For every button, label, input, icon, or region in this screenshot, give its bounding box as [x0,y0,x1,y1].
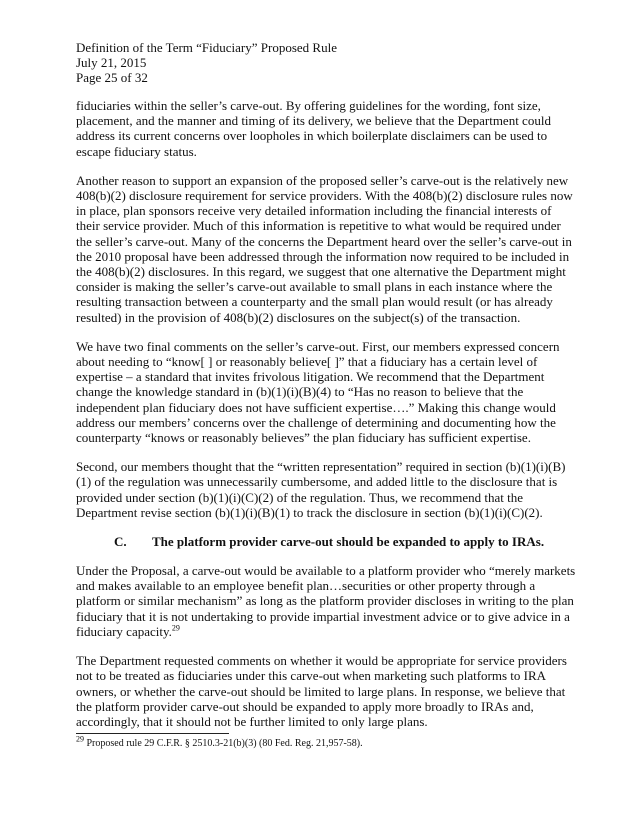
footnote [76,734,576,750]
section-heading [76,534,576,549]
paragraph-ira-comments: The Department requested comments on whether it would be appropriate for service providers not to be treated as fiduciaries under this carve-out when marketing such platforms to IRA owners, or whether the carve-out should be limited to large plans. In response, we believe that the platform provider carve-out should be expanded to apply more broadly to IRAs and, accordingly, that it should not be further limited to only large plans. [76,653,567,729]
footnote-text: Proposed rule 29 C.F.R. § 2510.3-21(b)(3) (80 Fed. Reg. 21,957-58). [84,738,363,749]
footnote-reference: 29 [171,623,180,633]
letter-header [76,40,576,85]
paragraph-platform-provider-text: Under the Proposal, a carve-out would be available to a platform provider who “merely markets and makes available to an employee benefit plan…securities or other property through a platform or similar mechanism” as long as the platform provider discloses in writing to the plan fiduciary that it is not undertaking to provide impartial investment advice or to give advice in a fiduciary capacity. [76,563,576,639]
paragraph-final-comments: We have two final comments on the seller’s carve-out. First, our members expressed concern about needing to “know[ ] or reasonably believe[ ]” that a fiduciary has a certain level of expertise – a standard that invites frivolous litigation. We recommend that the Department change the knowledge standard in (b)(1)(i)(B)(4) to “Has no reason to believe that the independent plan fiduciary does not have sufficient expertise….” Making this change would address our members’ concerns over the challenge of determining and documenting how the counterparty “knows or reasonably believes” the plan fiduciary has sufficient expertise. [76,338,560,446]
paragraph-platform-provider [76,563,576,639]
footnote-divider [76,733,229,734]
header-title: Definition of the Term “Fiduciary” Proposed Rule [76,40,337,55]
document-page [76,40,576,729]
header-date: July 21, 2015 [76,55,147,70]
paragraph-408b2-disclosure: Another reason to support an expansion of the proposed seller’s carve-out is the relatively new 408(b)(2) disclosure requirement for service providers. With the 408(b)(2) disclosure rules now in place, plan sponsors receive very detailed information including the financial interests of their service provider. Much of this information is repetitive to what would be required under the seller’s carve-out. Many of the concerns the Department heard over the seller’s carve-out in the 2010 proposal have been addressed through the information now required to be included in the 408(b)(2) disclosures. In this regard, we suggest that one alternative the Department might consider is making the seller’s carve-out available to small plans in each instance where the resulting transaction between a counterparty and the small plan would result (or has already resulted) in the provision of 408(b)(2) disclosures on the subject(s) of the transaction. [76,172,573,325]
paragraph-seller-carve-out-guidelines: fiduciaries within the seller’s carve-out. By offering guidelines for the wording, font size, placement, and the manner and timing of its delivery, we believe that the Department could address its current concerns over loopholes in which boilerplate disclaimers can be used to escape fiduciary status. [76,98,551,159]
footnote-number: 29 [76,734,84,744]
header-page-number: Page 25 of 32 [76,70,148,85]
section-letter: C. [114,534,127,550]
paragraph-written-representation: Second, our members thought that the “written representation” required in section (b)(1)(i)(B)(1) of the regulation was unnecessarily cumbersome, and added little to the disclosure that is provided under section (b)(1)(i)(C)(2) of the regulation. Thus, we recommend that the Department revise section (b)(1)(i)(B)(1) to track the disclosure in section (b)(1)(i)(C)(2). [76,459,566,520]
section-title: The platform provider carve-out should be expanded to apply to IRAs. [152,534,545,550]
